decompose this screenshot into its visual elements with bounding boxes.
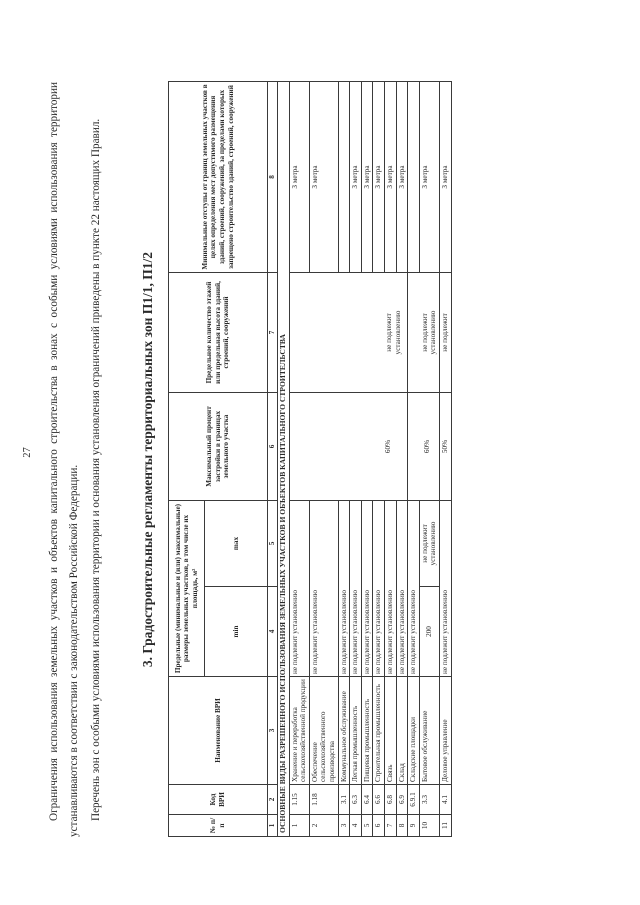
cell-min: 200 — [419, 587, 439, 677]
section-title: ОСНОВНЫЕ ВИДЫ РАЗРЕШЕННОГО ИСПОЛЬЗОВАНИЯ ЗЕМЕЛЬНЫХ УЧАСТКОВ И ОБЪЕКТОВ КАПИТАЛЬНОГО СТРОИТЕЛЬСТВА — [278, 81, 290, 836]
cell-code: 1.18 — [309, 785, 338, 815]
cell-setback: 3 метра — [373, 81, 385, 272]
col-number: 5 — [268, 500, 278, 586]
cell-num: 6 — [373, 815, 385, 837]
cell-floors — [289, 272, 408, 392]
cell-size: не подлежит установлению — [373, 500, 385, 676]
cell-size: не подлежит установлению — [396, 500, 408, 676]
cell-num: 9 — [408, 815, 420, 837]
cell-num: 10 — [419, 815, 439, 837]
cell-setback — [408, 81, 420, 272]
floors-value-line2: установлению — [393, 310, 402, 355]
restrictions-paragraph: Ограничения использования земельных участков и объектов капитального строительства в зонах с особыми условиями использования территории устанавливаются в соответствии с законодательством Российской Федерации. — [48, 82, 80, 837]
floors-value: не подлежит — [420, 313, 429, 352]
cell-num: 4 — [350, 815, 362, 837]
table-header-row — [169, 81, 205, 836]
header-min: min — [205, 587, 268, 677]
cell-floors: не подлежит — [439, 272, 451, 392]
cell-code: 6.9 — [396, 785, 408, 815]
cell-setback: 3 метра — [384, 81, 396, 272]
cell-percent — [408, 392, 440, 500]
cell-setback: 3 метра — [439, 81, 451, 272]
cell-name: Складские площадки — [408, 677, 420, 785]
regulations-table — [168, 81, 452, 837]
cell-num: 2 — [309, 815, 338, 837]
cell-name: Строительная промышленность — [373, 677, 385, 785]
cell-code: 3.1 — [338, 785, 350, 815]
cell-setback: 3 метра — [289, 81, 309, 272]
col-number: 3 — [268, 677, 278, 785]
header-setbacks: Минимальные отступы от границ земельных участков в целях определения мест допустимого размещения зданий, строений, сооружений, за пределами которых запрещено строительство зданий, строений, сооружений — [169, 81, 268, 272]
cell-setback: 3 метра — [419, 81, 439, 272]
col-number: 2 — [268, 785, 278, 815]
cell-percent — [289, 392, 408, 500]
cell-code: 6.9.1 — [408, 785, 420, 815]
page-number: 27 — [22, 447, 33, 458]
cell-size: не подлежит установлению — [408, 500, 420, 676]
table-row — [289, 81, 309, 836]
cell-name: Легкая промышленность — [350, 677, 362, 785]
col-number: 1 — [268, 815, 278, 837]
section-heading: 3. Градостроительные регламенты территориальных зон П1/1, П1/2 — [140, 251, 155, 668]
cell-code: 1.15 — [289, 785, 309, 815]
cell-name: Пищевая промышленность — [361, 677, 373, 785]
header-max: max — [205, 500, 268, 586]
header-size-group: Предельные (минимальные и (или) максимальные) размеры земельных участков, в том числе их площадь, м² — [169, 500, 205, 676]
cell-num: 8 — [396, 815, 408, 837]
floors-value-line2: установлению — [429, 310, 438, 355]
cell-setback: 3 метра — [396, 81, 408, 272]
cell-name: Склад — [396, 677, 408, 785]
cell-percent: 50% — [439, 392, 451, 500]
section-row — [278, 81, 290, 836]
cell-num: 3 — [338, 815, 350, 837]
cell-code: 6.8 — [384, 785, 396, 815]
cell-setback: 3 метра — [309, 81, 338, 272]
table-row — [408, 81, 420, 836]
zones-list-paragraph: Перечень зон с особыми условиями использования территории и основания установления ограничений приведены в пункте 22 настоящих Правил. — [90, 118, 102, 821]
cell-setback — [338, 81, 350, 272]
cell-name: Бытовое обслуживание — [419, 677, 439, 785]
cell-code: 6.3 — [350, 785, 362, 815]
header-name: Наименование ВРИ — [169, 677, 268, 785]
cell-name: Коммунальное обслуживание — [338, 677, 350, 785]
header-code: Код ВРИ — [169, 785, 268, 815]
cell-num: 11 — [439, 815, 451, 837]
header-percent: Максимальный процент застройки в границах земельного участка — [169, 392, 268, 500]
col-number: 6 — [268, 392, 278, 500]
cell-name: Связь — [384, 677, 396, 785]
percent-value: 60% — [383, 439, 392, 454]
cell-size: не подлежит установлению — [350, 500, 362, 676]
cell-name: Обеспечение сельскохозяйственного производства — [309, 677, 338, 785]
col-number: 4 — [268, 587, 278, 677]
cell-name: Хранение и переработка сельскохозяйственной продукции — [289, 677, 309, 785]
floors-value: не подлежит — [384, 313, 393, 352]
cell-max — [419, 500, 439, 586]
cell-size: не подлежит установлению — [439, 500, 451, 676]
header-floors: Предельное количество этажей или предельная высота зданий, строений, сооружений — [169, 272, 268, 392]
cell-num: 5 — [361, 815, 373, 837]
cell-setback: 3 метра — [350, 81, 362, 272]
cell-num: 7 — [384, 815, 396, 837]
table-row — [439, 81, 451, 836]
max-value-line2: установлению — [429, 521, 438, 566]
cell-setback: 3 метра — [361, 81, 373, 272]
cell-size: не подлежит установлению — [361, 500, 373, 676]
col-number: 7 — [268, 272, 278, 392]
cell-code: 6.4 — [361, 785, 373, 815]
cell-code: 6.6 — [373, 785, 385, 815]
percent-value: 60% — [423, 439, 432, 454]
cell-size: не подлежит установлению — [338, 500, 350, 676]
cell-size: не подлежит установлению — [384, 500, 396, 676]
col-number: 8 — [268, 81, 278, 272]
cell-size: не подлежит установлению — [289, 500, 309, 676]
cell-floors — [408, 272, 440, 392]
cell-name: Деловое управление — [439, 677, 451, 785]
cell-num: 1 — [289, 815, 309, 837]
max-value: не подлежит — [420, 524, 429, 563]
cell-code: 4.1 — [439, 785, 451, 815]
cell-code: 3.3 — [419, 785, 439, 815]
header-num: № п/п — [169, 815, 268, 837]
column-number-row — [268, 81, 278, 836]
cell-size: не подлежит установлению — [309, 500, 338, 676]
